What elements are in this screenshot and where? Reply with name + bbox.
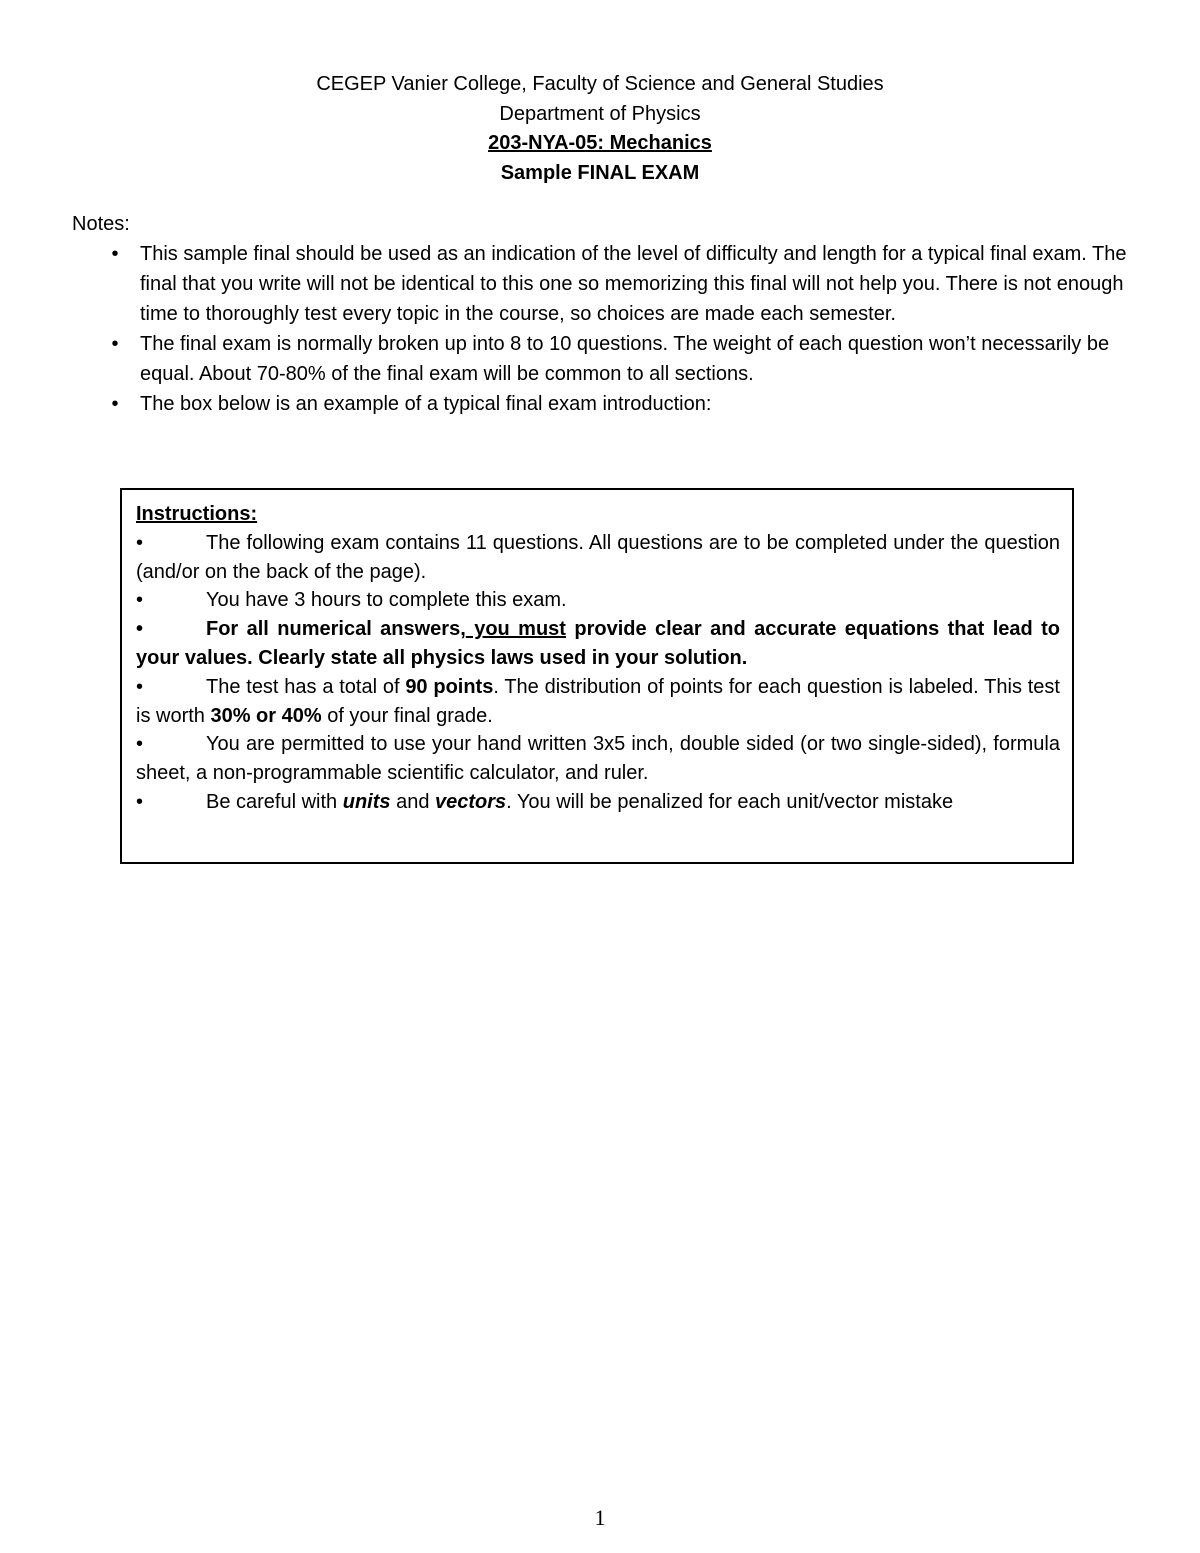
notes-item-text: The final exam is normally broken up into 8 to 10 questions. The weight of each question won’t necessarily be equal. About 70-80% of the final exam will be common to all sections.: [140, 333, 1110, 385]
bullet-icon: •: [111, 393, 119, 415]
instruction-item: [136, 615, 1060, 673]
instruction-text: Be careful with: [206, 790, 343, 813]
exam-title: Sample FINAL EXAM: [500, 161, 700, 184]
instruction-text: provide clear and accurate equations that lead to your values. Clearly state all physics laws used in your solution.: [136, 618, 1061, 669]
instruction-text: and: [390, 790, 435, 813]
instruction-item: [136, 788, 1060, 817]
bullet-icon: •: [111, 333, 119, 355]
instruction-item: [136, 529, 1060, 587]
bullet-icon: •: [111, 243, 119, 265]
institution-line: CEGEP Vanier College, Faculty of Science and General Studies: [316, 73, 884, 95]
department-line: Department of Physics: [499, 102, 701, 125]
instruction-item: [136, 673, 1060, 731]
instruction-text: The test has a total of: [206, 675, 406, 698]
course-title: 203-NYA-05: Mechanics: [488, 132, 712, 154]
instruction-text: You are permitted to use your hand written 3x5 inch, double sided (or two single-sided), formula sheet, a non-programmable scientific calculator, and ruler.: [136, 733, 1060, 785]
bullet-icon: •: [136, 589, 144, 612]
notes-section: [72, 209, 1132, 419]
notes-item: [72, 329, 1132, 389]
instruction-item: [136, 586, 1060, 615]
notes-list: [72, 239, 1132, 419]
instruction-text: You have 3 hours to complete this exam.: [206, 589, 567, 612]
instructions-content: [136, 500, 1060, 817]
bullet-icon: •: [136, 790, 144, 813]
exam-header: [0, 70, 1200, 188]
instruction-text: For all numerical answers,: [206, 618, 466, 641]
notes-item-text: This sample final should be used as an indication of the level of difficulty and length for a typical final exam. The final that you write will not be identical to this one so memorizing this final will not help you. There is not enough time to thoroughly test every topic in the course, so choices are made each semester.: [140, 243, 1127, 325]
instruction-text: The following exam contains 11 questions. All questions are to be completed under the question (and/or on the back of the page).: [136, 531, 1060, 583]
instructions-box: [120, 488, 1074, 864]
bullet-icon: •: [136, 618, 144, 641]
instructions-title: Instructions:: [136, 503, 258, 525]
notes-item-text: The box below is an example of a typical final exam introduction:: [140, 393, 712, 415]
grade-weight: 30% or 40%: [210, 704, 322, 727]
instruction-text: of your final grade.: [321, 704, 493, 727]
bullet-icon: •: [136, 675, 144, 698]
total-points: 90 points: [405, 675, 494, 698]
emphasis-units: units: [342, 790, 391, 813]
bullet-icon: •: [136, 531, 144, 554]
instruction-text: . The distribution of points for each question is labeled. This test is worth: [136, 675, 1060, 727]
page-number: 1: [594, 1505, 606, 1530]
instruction-item: [136, 730, 1060, 788]
notes-item: [72, 239, 1132, 329]
emphasis-text: you must: [465, 618, 566, 641]
bullet-icon: •: [136, 733, 144, 756]
instruction-text: . You will be penalized for each unit/vector mistake: [506, 790, 954, 813]
notes-item: [72, 389, 1132, 419]
emphasis-vectors: vectors: [435, 790, 507, 813]
notes-label: Notes:: [72, 213, 130, 235]
